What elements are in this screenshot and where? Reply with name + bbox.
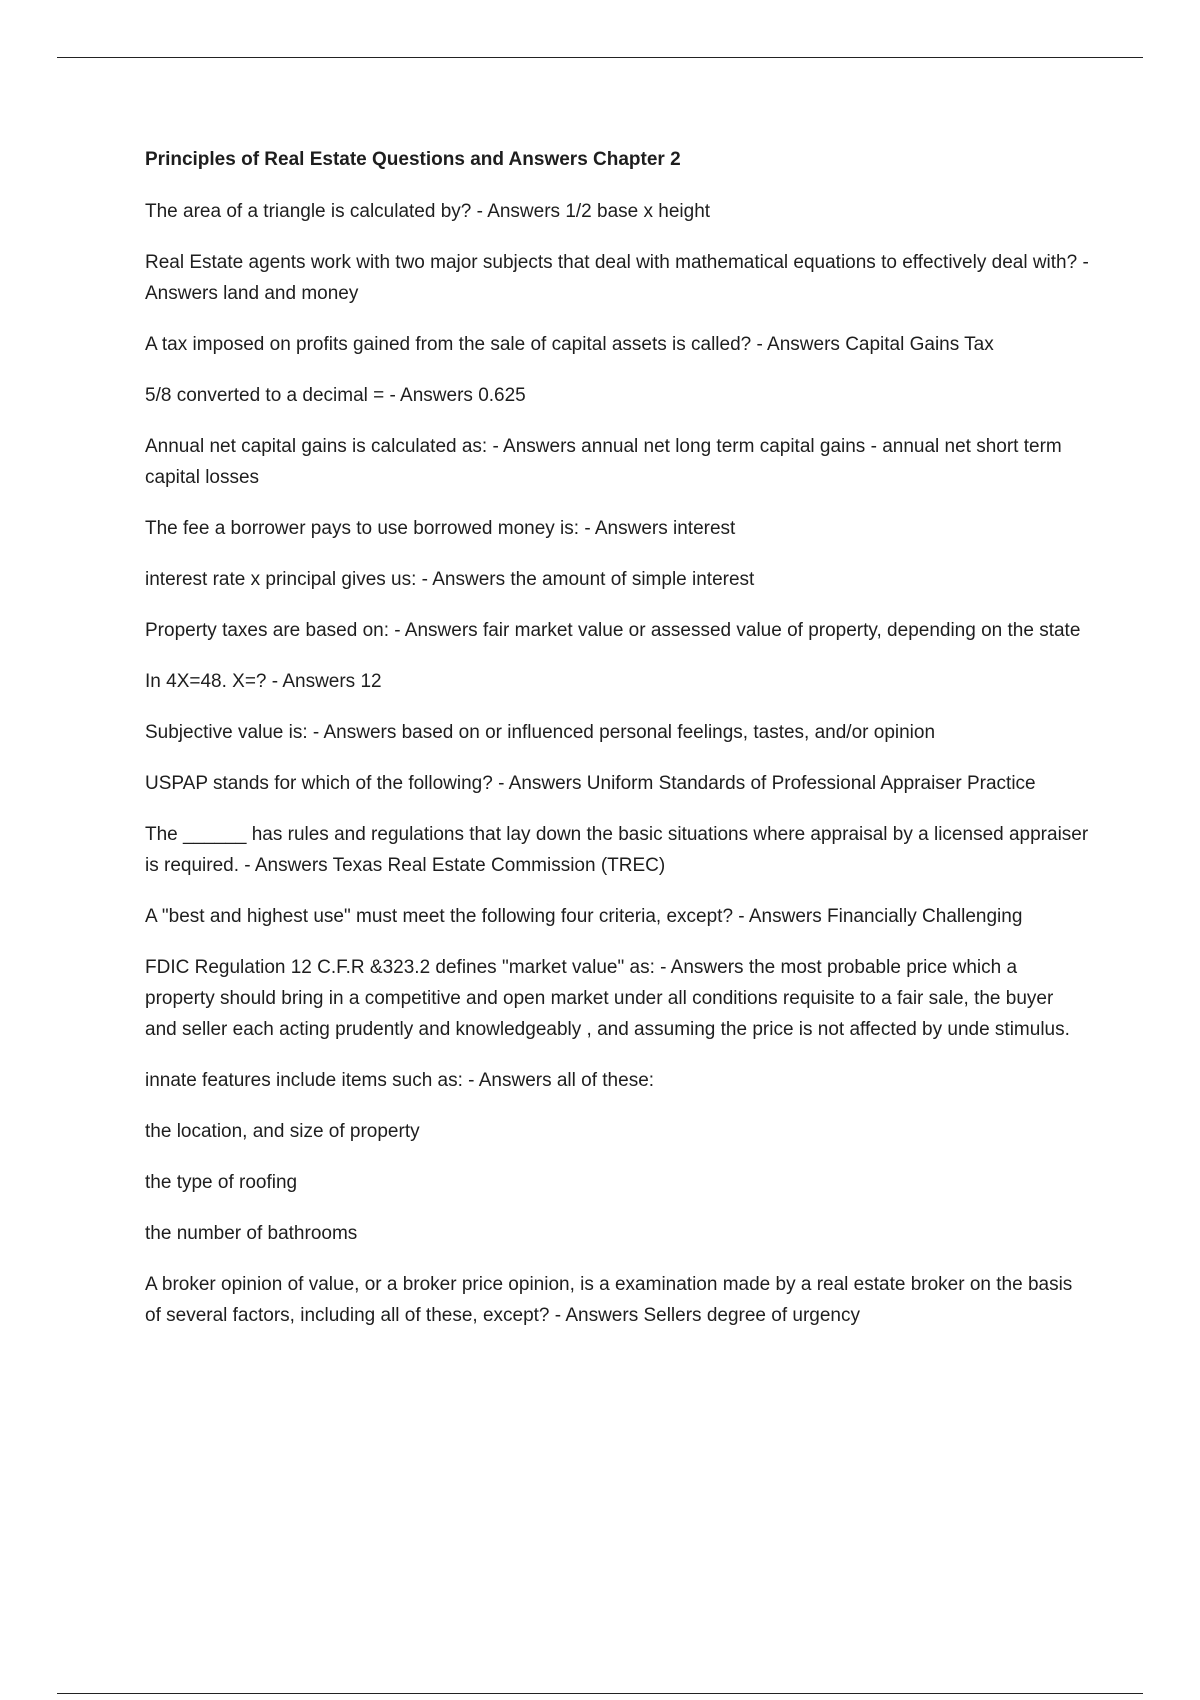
- qa-paragraph: Real Estate agents work with two major subjects that deal with mathematical equations to effectively deal with? - Answers land and money: [145, 252, 1094, 304]
- top-rule: [57, 57, 1143, 58]
- document-title: Principles of Real Estate Questions and Answers Chapter 2: [145, 149, 681, 170]
- qa-list-item: the type of roofing: [145, 1172, 298, 1193]
- qa-paragraph: FDIC Regulation 12 C.F.R &323.2 defines "market value" as: - Answers the most probable price which a property should bring in a competitive and open market under all conditions requisite to a fair sale, the buyer and seller each acting prudently and knowledgeably , and assuming the price is not affected by unde stimulus.: [145, 957, 1070, 1040]
- qa-paragraph: In 4X=48. X=? - Answers 12: [145, 671, 382, 692]
- qa-list-item: the number of bathrooms: [145, 1223, 358, 1244]
- qa-list: [145, 196, 1094, 1331]
- qa-paragraph: 5/8 converted to a decimal = - Answers 0.625: [145, 385, 526, 406]
- qa-paragraph: The fee a borrower pays to use borrowed money is: - Answers interest: [145, 518, 736, 539]
- document-body: [145, 145, 1094, 1351]
- qa-paragraph: interest rate x principal gives us: - Answers the amount of simple interest: [145, 569, 755, 590]
- qa-paragraph: Subjective value is: - Answers based on or influenced personal feelings, tastes, and/or opinion: [145, 722, 936, 743]
- qa-paragraph: A "best and highest use" must meet the following four criteria, except? - Answers Financially Challenging: [145, 906, 1023, 927]
- qa-list-item: the location, and size of property: [145, 1121, 420, 1142]
- qa-paragraph: A tax imposed on profits gained from the sale of capital assets is called? - Answers Capital Gains Tax: [145, 334, 994, 355]
- qa-paragraph: A broker opinion of value, or a broker price opinion, is a examination made by a real estate broker on the basis of several factors, including all of these, except? - Answers Sellers degree of urgency: [145, 1274, 1078, 1326]
- qa-paragraph: USPAP stands for which of the following? - Answers Uniform Standards of Professional Appraiser Practice: [145, 773, 1036, 794]
- qa-paragraph: The area of a triangle is calculated by? - Answers 1/2 base x height: [145, 201, 711, 222]
- bottom-rule: [57, 1693, 1143, 1694]
- qa-paragraph: The ______ has rules and regulations that lay down the basic situations where appraisal by a licensed appraiser is required. - Answers Texas Real Estate Commission (TREC): [145, 824, 1094, 876]
- qa-paragraph: innate features include items such as: - Answers all of these:: [145, 1070, 655, 1091]
- qa-paragraph: Annual net capital gains is calculated as: - Answers annual net long term capital gains - annual net short term capital losses: [145, 436, 1068, 488]
- qa-paragraph: Property taxes are based on: - Answers fair market value or assessed value of property, depending on the state: [145, 620, 1081, 641]
